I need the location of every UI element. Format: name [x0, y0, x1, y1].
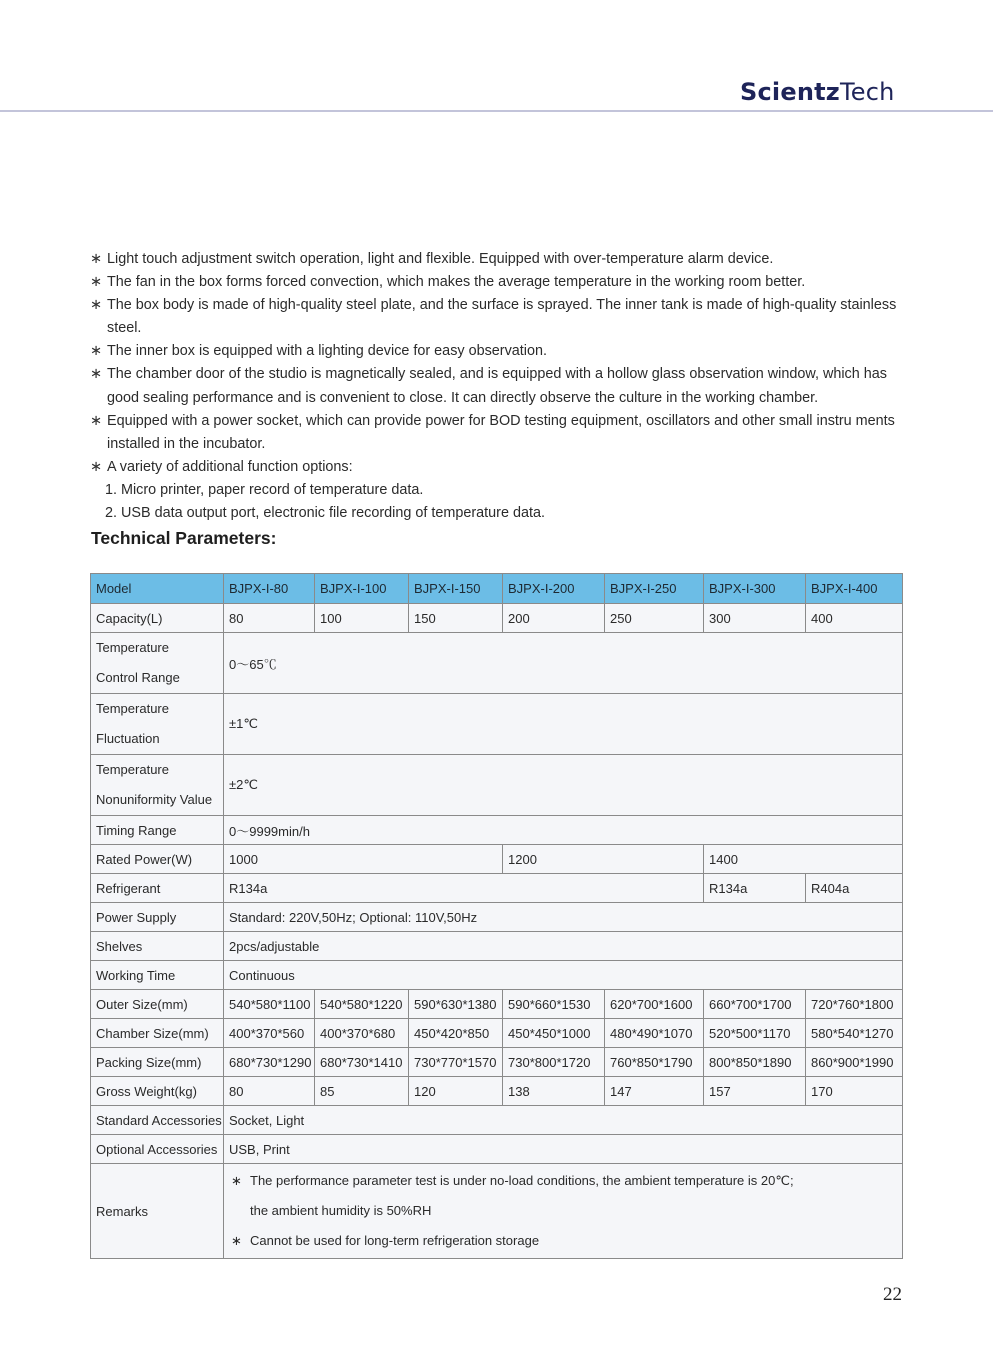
row-label: Model [91, 574, 224, 604]
feature-item: ∗ The fan in the box forms forced convection, which makes the average temperature in the working room better. [90, 271, 910, 294]
value-cell: 720*760*1800 [806, 990, 903, 1019]
row-label: Remarks [91, 1164, 224, 1259]
asterisk-bullet-icon: ∗ [90, 458, 103, 475]
row-label: Capacity(L) [91, 604, 224, 633]
value-cell: ±2℃ [224, 755, 903, 816]
row-label: Outer Size(mm) [91, 990, 224, 1019]
remark-continuation: the ambient humidity is 50%RH [250, 1203, 432, 1218]
value-cell: 480*490*1070 [605, 1019, 704, 1048]
table-row-gross-weight [91, 1077, 903, 1106]
row-label: Working Time [91, 961, 224, 990]
value-cell: 138 [503, 1077, 605, 1106]
value-cell: 590*630*1380 [409, 990, 503, 1019]
value-cell: 730*800*1720 [503, 1048, 605, 1077]
asterisk-bullet-icon: ∗ [90, 412, 103, 429]
header-divider [0, 110, 993, 112]
row-label: Standard Accessories [91, 1106, 224, 1135]
section-title: Technical Parameters: [91, 528, 277, 548]
table-row-temp-fluctuation [91, 694, 903, 755]
row-label: Temperature Nonuniformity Value [91, 755, 224, 816]
value-cell: 1400 [704, 845, 903, 874]
option-item: 2. USB data output port, electronic file recording of temperature data. [105, 505, 545, 522]
model-cell: BJPX-I-250 [605, 574, 704, 604]
row-label: Rated Power(W) [91, 845, 224, 874]
value-cell: 620*700*1600 [605, 990, 704, 1019]
model-cell: BJPX-I-200 [503, 574, 605, 604]
row-label: Refrigerant [91, 874, 224, 903]
value-cell: R134a [704, 874, 806, 903]
remark-item: ∗ The performance parameter test is under no-load conditions, the ambient temperature is 20℃; [229, 1166, 897, 1196]
asterisk-bullet-icon: ∗ [231, 1233, 242, 1248]
table-row-temp-control [91, 633, 903, 694]
asterisk-bullet-icon: ∗ [90, 251, 103, 267]
value-cell: Socket, Light [224, 1106, 903, 1135]
value-cell: 450*450*1000 [503, 1019, 605, 1048]
value-cell: 300 [704, 604, 806, 633]
value-cell: 860*900*1990 [806, 1048, 903, 1077]
row-label: Shelves [91, 932, 224, 961]
value-cell: 120 [409, 1077, 503, 1106]
model-cell: BJPX-I-150 [409, 574, 503, 604]
value-cell: 80 [224, 604, 315, 633]
table-row-temp-nonuniformity [91, 755, 903, 816]
value-cell: 80 [224, 1077, 315, 1106]
table-row-power-supply [91, 903, 903, 932]
remarks-cell [224, 1164, 903, 1259]
value-cell: 0～9999min/h [224, 816, 903, 845]
page-number: 22 [883, 1284, 902, 1305]
value-cell: ±1℃ [224, 694, 903, 755]
row-label: Optional Accessories [91, 1135, 224, 1164]
value-cell: 520*500*1170 [704, 1019, 806, 1048]
asterisk-bullet-icon: ∗ [90, 343, 103, 360]
value-cell: 200 [503, 604, 605, 633]
table-row-outer-size [91, 990, 903, 1019]
asterisk-bullet-icon: ∗ [90, 297, 103, 314]
table-row-shelves [91, 932, 903, 961]
model-cell: BJPX-I-300 [704, 574, 806, 604]
table-row-remarks [91, 1164, 903, 1259]
row-label: Chamber Size(mm) [91, 1019, 224, 1048]
value-cell: R404a [806, 874, 903, 903]
model-cell: BJPX-I-80 [224, 574, 315, 604]
feature-item: ∗ The chamber door of the studio is magnetically sealed, and is equipped with a hollow glass observation window, which has good sealing performance and is convenient to close. It can directly observe the culture in the working chamber. [90, 363, 910, 409]
table-header-row [91, 574, 903, 604]
table-row-optional-accessories [91, 1135, 903, 1164]
value-cell: 680*730*1290 [224, 1048, 315, 1077]
value-cell: 250 [605, 604, 704, 633]
table-row-working-time [91, 961, 903, 990]
value-cell: 540*580*1220 [315, 990, 409, 1019]
table-row-packing-size [91, 1048, 903, 1077]
feature-item: ∗ A variety of additional function options: [90, 456, 910, 479]
value-cell: 85 [315, 1077, 409, 1106]
value-cell: 150 [409, 604, 503, 633]
value-cell: 590*660*1530 [503, 990, 605, 1019]
feature-item: ∗ Light touch adjustment switch operation, light and flexible. Equipped with over-temperature alarm device. [90, 248, 910, 271]
value-cell: 400 [806, 604, 903, 633]
model-cell: BJPX-I-100 [315, 574, 409, 604]
value-cell: Standard: 220V,50Hz; Optional: 110V,50Hz [224, 903, 903, 932]
value-cell: 680*730*1410 [315, 1048, 409, 1077]
feature-item: ∗ The box body is made of high-quality steel plate, and the surface is sprayed. The inner tank is made of high-quality stainless steel. [90, 294, 910, 340]
value-cell: 400*370*680 [315, 1019, 409, 1048]
value-cell: 540*580*1100 [224, 990, 315, 1019]
remark-item: ∗ Cannot be used for long-term refrigeration storage [229, 1226, 897, 1256]
feature-item: ∗ The inner box is equipped with a lighting device for easy observation. [90, 340, 910, 363]
feature-item: ∗ Equipped with a power socket, which can provide power for BOD testing equipment, oscillators and other small instru ments installed in the incubator. [90, 410, 910, 456]
value-cell: 760*850*1790 [605, 1048, 704, 1077]
row-label: Temperature Control Range [91, 633, 224, 694]
brand-logo [740, 78, 895, 106]
value-cell: 730*770*1570 [409, 1048, 503, 1077]
asterisk-bullet-icon: ∗ [90, 366, 103, 383]
value-cell: 660*700*1700 [704, 990, 806, 1019]
value-cell: 400*370*560 [224, 1019, 315, 1048]
row-label: Power Supply [91, 903, 224, 932]
value-cell: 147 [605, 1077, 704, 1106]
feature-list [90, 248, 910, 525]
row-label: Gross Weight(kg) [91, 1077, 224, 1106]
technical-parameters-table [90, 573, 903, 1259]
value-cell: 580*540*1270 [806, 1019, 903, 1048]
value-cell: 2pcs/adjustable [224, 932, 903, 961]
asterisk-bullet-icon: ∗ [231, 1173, 242, 1188]
row-label: Packing Size(mm) [91, 1048, 224, 1077]
value-cell: 1200 [503, 845, 704, 874]
table-row-capacity [91, 604, 903, 633]
brand-name-bold: Scientz [740, 78, 840, 106]
brand-name-regular: Tech [839, 78, 895, 106]
value-cell: 450*420*850 [409, 1019, 503, 1048]
value-cell: Continuous [224, 961, 903, 990]
value-cell: 800*850*1890 [704, 1048, 806, 1077]
value-cell: 100 [315, 604, 409, 633]
value-cell: 157 [704, 1077, 806, 1106]
value-cell: R134a [224, 874, 704, 903]
table-row-rated-power [91, 845, 903, 874]
table-row-refrigerant [91, 874, 903, 903]
row-label: Timing Range [91, 816, 224, 845]
table-row-standard-accessories [91, 1106, 903, 1135]
model-cell: BJPX-I-400 [806, 574, 903, 604]
value-cell: USB, Print [224, 1135, 903, 1164]
value-cell: 170 [806, 1077, 903, 1106]
table-row-chamber-size [91, 1019, 903, 1048]
table-row-timing [91, 816, 903, 845]
asterisk-bullet-icon: ∗ [90, 274, 103, 291]
option-item: 1. Micro printer, paper record of temperature data. [105, 481, 424, 498]
value-cell: 0～65℃ [224, 633, 903, 694]
row-label: Temperature Fluctuation [91, 694, 224, 755]
value-cell: 1000 [224, 845, 503, 874]
